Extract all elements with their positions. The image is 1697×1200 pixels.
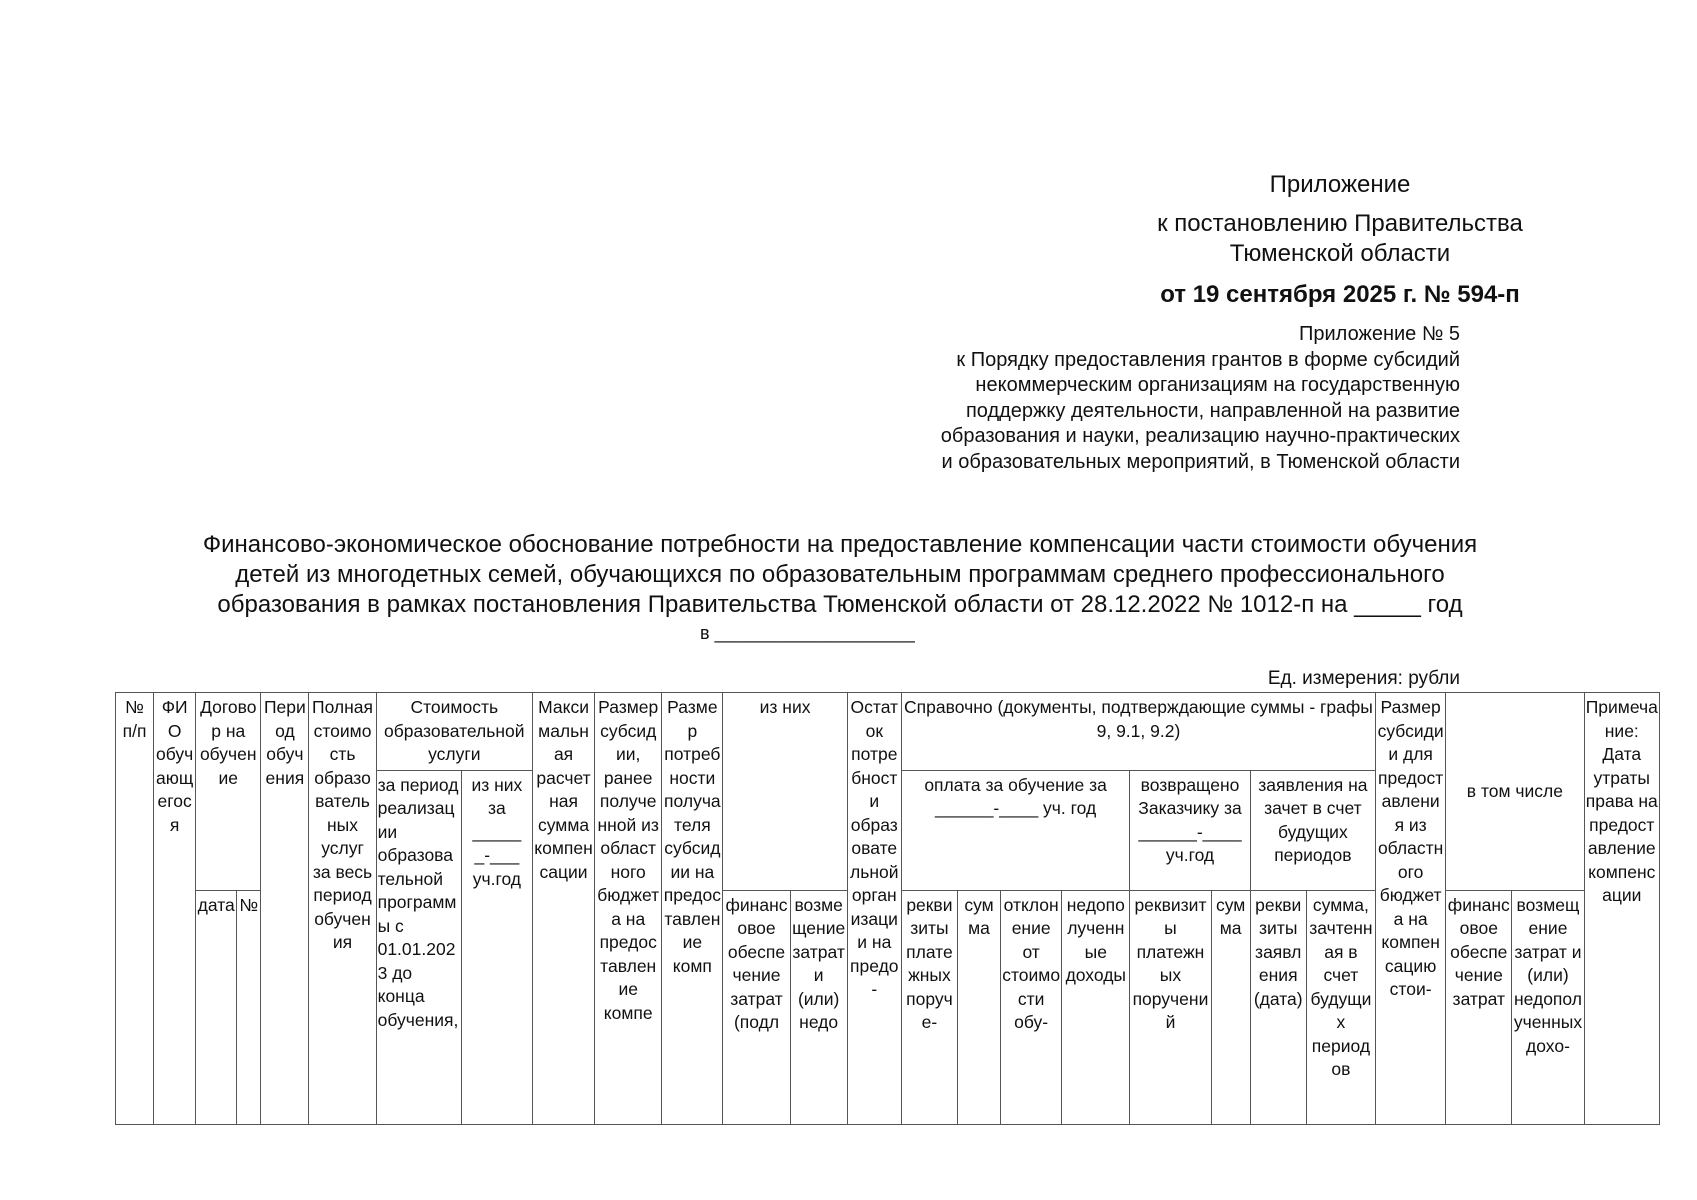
title-line: образования в рамках постановления Правительства Тюменской области от 28.12.2022 № 1012-п на _____ год bbox=[217, 591, 1463, 618]
annex-line: и образовательных мероприятий, в Тюменской области bbox=[941, 450, 1460, 473]
col-header-received-subsidy: Размер субсидии, ранее полученной из областного бюджета на предоставление компе bbox=[595, 693, 662, 1125]
col-header-of-them: из них bbox=[723, 693, 847, 891]
header-region-label: Тюменской области bbox=[1229, 240, 1451, 267]
col-header-application-requisites: реквизиты заявления (дата) bbox=[1250, 890, 1306, 1124]
col-header-contract-number: № bbox=[237, 890, 261, 1124]
col-header-returned: возвращено Заказчику за ______-____ уч.год bbox=[1130, 770, 1250, 890]
col-header-service-cost: Стоимость образовательной услуги bbox=[376, 693, 532, 771]
col-header-including-financial: финансовое обеспечение затрат bbox=[1446, 890, 1512, 1124]
col-header-payment-sum: сумма bbox=[957, 890, 1000, 1124]
annex-line: Приложение № 5 bbox=[1299, 323, 1460, 345]
col-header-contract-date: дата bbox=[196, 890, 237, 1124]
col-header-number: № п/п bbox=[116, 693, 154, 1125]
col-header-financial-support: финансовое обеспечение затрат (подл bbox=[723, 890, 790, 1124]
col-header-including-reimbursement: возмещение затрат и (или) недополученных дохо- bbox=[1512, 890, 1584, 1124]
col-header-subsidy: Размер субсидии для предоставления из областного бюджета на компенсацию стои- bbox=[1376, 693, 1446, 1125]
annex-reference bbox=[941, 322, 1460, 475]
col-header-cost-period: за период реализации образовательной программы с 01.01.2023 до конца обучения, bbox=[376, 770, 461, 1124]
col-header-cost-year: из них за _____ _-___ уч.год bbox=[461, 770, 532, 1124]
annex-line: некоммерческим организациям на государственную bbox=[975, 374, 1460, 396]
col-header-payment: оплата за обучение за ______-____ уч. год bbox=[901, 770, 1130, 890]
col-header-return-sum: сумма bbox=[1211, 890, 1250, 1124]
col-header-reimbursement: возмещение затрат и (или) недо bbox=[790, 890, 847, 1124]
col-header-max-compensation: Максимальная расчетная сумма компенсации bbox=[532, 693, 594, 1125]
col-header-deviation: отклонение от стоимости обу- bbox=[1001, 890, 1062, 1124]
title-line: Финансово-экономическое обоснование потребности на предоставление компенсации части стоимости обучения bbox=[202, 531, 1478, 558]
col-header-return-requisites: реквизиты платежных поручений bbox=[1130, 890, 1211, 1124]
document-title bbox=[100, 530, 1580, 620]
col-header-full-cost: Полная стоимость образовательных услуг за весь период обучения bbox=[309, 693, 376, 1125]
annex-line: образования и науки, реализацию научно-практических bbox=[940, 425, 1460, 447]
annex-line: поддержку деятельности, направленной на развитие bbox=[965, 399, 1460, 422]
col-header-reference: Справочно (документы, подтверждающие суммы - графы 9, 9.1, 9.2) bbox=[901, 693, 1375, 771]
col-header-including: в том числе bbox=[1446, 693, 1584, 891]
justification-table bbox=[115, 692, 1660, 1125]
col-header-student-name: ФИО обучающегося bbox=[154, 693, 196, 1125]
col-header-contract: Договор на обучение bbox=[196, 693, 261, 891]
col-header-offset: заявления на зачет в счет будущих периодов bbox=[1250, 770, 1375, 890]
col-header-application-sum: сумма, зачтенная в счет будущих периодов bbox=[1306, 890, 1375, 1124]
header-decree-label: к постановлению Правительства bbox=[1157, 210, 1523, 237]
col-header-balance: Остаток потребности образовательной организации на предо- bbox=[847, 693, 901, 1125]
col-header-period: Период обучения bbox=[261, 693, 309, 1125]
title-line: детей из многодетных семей, обучающихся по образовательным программам среднего профессионального bbox=[235, 561, 1445, 588]
col-header-need: Размер потребности получателя субсидии на предоставление комп bbox=[662, 693, 723, 1125]
col-header-note: Примечание: Дата утраты права на предоставление компенсации bbox=[1584, 693, 1659, 1125]
header-decree-date: от 19 сентября 2025 г. № 594-п bbox=[1160, 281, 1520, 308]
col-header-lost-income: недополученные доходы bbox=[1062, 890, 1130, 1124]
title-location-line: в ____________________ bbox=[700, 623, 915, 643]
annex-line: к Порядку предоставления грантов в форме субсидий bbox=[956, 348, 1460, 371]
units-label: Ед. измерения: рубли bbox=[1267, 668, 1460, 689]
col-header-payment-requisites: реквизиты платежных поруче- bbox=[901, 890, 957, 1124]
header-annex-label: Приложение bbox=[1269, 171, 1411, 198]
